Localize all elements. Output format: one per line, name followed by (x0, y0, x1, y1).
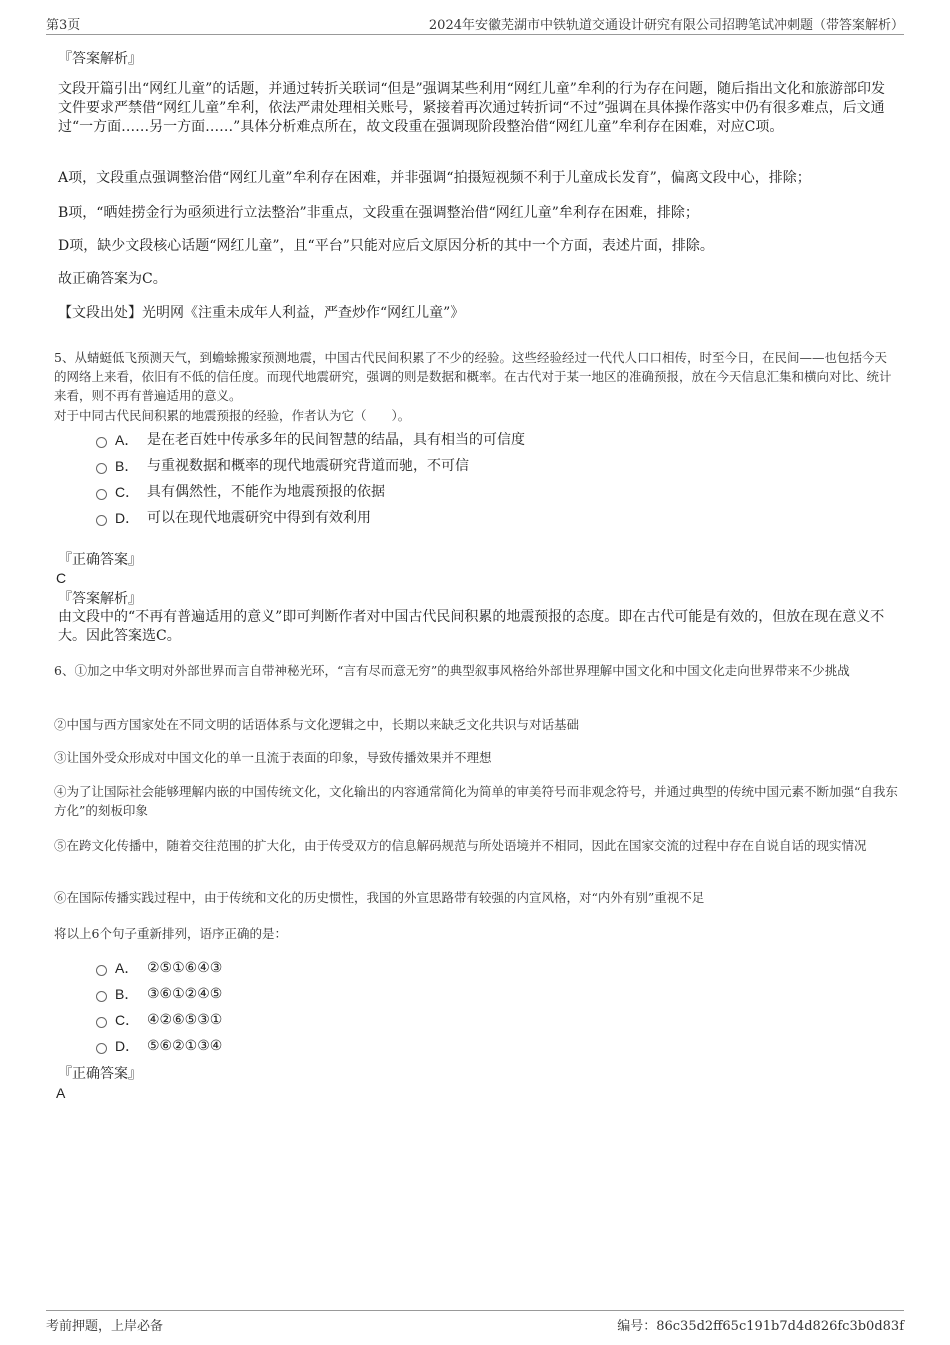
q4-option-a-analysis: A项，文段重点强调整治借“网红儿童”牟利存在困难，并非强调“拍摄短视频不利于儿童成长发育”，偏离文段中心，排除； (58, 170, 811, 186)
q6-answer: A (56, 1085, 66, 1101)
q5-option-a[interactable]: A． 是在老百姓中传承多年的民间智慧的结晶，具有相当的可信度 (96, 431, 525, 449)
q4-analysis-label: 『答案解析』 (58, 51, 142, 67)
q5-option-b[interactable]: B． 与重视数据和概率的现代地震研究背道而驰，不可信 (96, 457, 469, 475)
q6-sentence-2: ②中国与西方国家处在不同文明的话语体系与文化逻辑之中，长期以来缺乏文化共识与对话基础 (54, 717, 580, 732)
q6-option-d[interactable]: D． ⑤⑥②①③④ (96, 1037, 222, 1055)
q4-conclusion: 故正确答案为C。 (58, 271, 167, 287)
q5-analysis-text: 由文段中的“不再有普遍适用的意义”即可判断作者对中国古代民间积累的地震预报的态度。即在古代可能是有效的，但放在现在意义不大。因此答案选C。 (58, 609, 885, 644)
q4-source: 【文段出处】光明网《注重未成年人利益，严查炒作“网红儿童”》 (58, 305, 465, 321)
q6-question: 将以上6个句子重新排列，语序正确的是： (54, 926, 287, 941)
q6-sentence-5: ⑤在跨文化传播中，随着交往范围的扩大化，由于传受双方的信息解码规范与所处语境并不相同，因此在国家交流的过程中存在自说自话的现实情况 (54, 838, 867, 853)
document-id: 编号：86c35d2ff65c191b7d4d826fc3b0d83f (617, 1319, 904, 1334)
radio-button-icon[interactable] (96, 1017, 107, 1028)
radio-button-icon[interactable] (96, 437, 107, 448)
q6-sentence-4: ④为了让国际社会能够理解内嵌的中国传统文化，文化输出的内容通常简化为简单的审美符号而非观念符号，并通过典型的传统中国元素不断加强“自我东方化”的刻板印象 (54, 784, 898, 818)
q6-option-a[interactable]: A． ②⑤①⑥④③ (96, 959, 222, 977)
q5-stem: 5、从蜻蜓低飞预测天气，到蟾蜍搬家预测地震，中国古代民间积累了不少的经验。这些经验经过一代代人口口相传，时至今日，在民间——也包括今天的网络上来看，依旧有不低的信任度。而现代地震研究，强调的则是数据和概率。在古代对于某一地区的准确预报，放在今天信息汇集和横向对比、统计来看，则不再有普遍适用的意义。 (54, 350, 892, 403)
q5-option-c[interactable]: C． 具有偶然性，不能作为地震预报的依据 (96, 483, 385, 501)
q5-question: 对于中同古代民间积累的地震预报的经验，作者认为它（ ）。 (54, 408, 411, 423)
radio-button-icon[interactable] (96, 463, 107, 474)
q4-option-d-analysis: D项，缺少文段核心话题“网红儿童”，且“平台”只能对应后文原因分析的其中一个方面，表述片面，排除。 (58, 238, 714, 254)
q4-option-b-analysis: B项，“晒娃捞金行为亟须进行立法整治”非重点，文段重在强调整治借“网红儿童”牟利存在困难，排除； (58, 205, 699, 221)
page-number: 第3页 (46, 18, 81, 33)
footer-slogan: 考前押题，上岸必备 (46, 1319, 164, 1334)
q5-option-d[interactable]: D． 可以在现代地震研究中得到有效利用 (96, 509, 371, 527)
q6-sentence-6: ⑥在国际传播实践过程中，由于传统和文化的历史惯性，我国的外宣思路带有较强的内宣风格，对“内外有别”重视不足 (54, 890, 705, 905)
q4-analysis-text: 文段开篇引出“网红儿童”的话题，并通过转折关联词“但是”强调某些利用“网红儿童”牟利的行为存在问题，随后指出文化和旅游部印发文件要求严禁借“网红儿童”牟利，依法严肃处理相关账号，紧接着再次通过转折词“不过”强调在具体操作落实中仍有很多难点，后文通过“一方面……另一方面……”具体分析难点所在，故文段重在强调现阶段整治借“网红儿童”牟利存在困难，对应C项。 (58, 81, 885, 135)
radio-button-icon[interactable] (96, 1043, 107, 1054)
q5-analysis-label: 『答案解析』 (58, 591, 142, 607)
q6-sentence-3: ③让国外受众形成对中国文化的单一且流于表面的印象，导致传播效果并不理想 (54, 750, 492, 765)
q6-sentence-1: 6、①加之中华文明对外部世界而言自带神秘光环，“言有尽而意无穷”的典型叙事风格给外部世界理解中国文化和中国文化走向世界带来不少挑战 (54, 663, 850, 678)
radio-button-icon[interactable] (96, 515, 107, 526)
radio-button-icon[interactable] (96, 965, 107, 976)
q5-answer: C (56, 570, 67, 586)
page-header (46, 12, 904, 35)
q5-answer-label: 『正确答案』 (58, 552, 142, 568)
q6-option-b[interactable]: B． ③⑥①②④⑤ (96, 985, 222, 1003)
page-footer (46, 1310, 904, 1335)
q6-answer-label: 『正确答案』 (58, 1066, 142, 1082)
q6-option-c[interactable]: C． ④②⑥⑤③① (96, 1011, 222, 1029)
radio-button-icon[interactable] (96, 489, 107, 500)
radio-button-icon[interactable] (96, 991, 107, 1002)
document-title: 2024年安徽芜湖市中铁轨道交通设计研究有限公司招聘笔试冲刺题（带答案解析） (428, 18, 904, 33)
